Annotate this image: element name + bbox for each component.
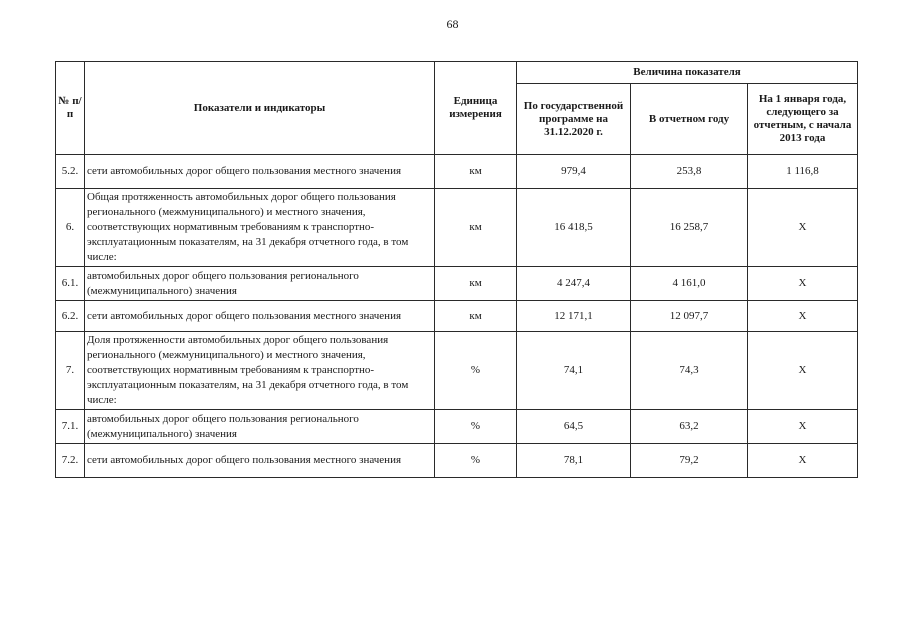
table-header [56,62,858,155]
table-row [56,189,858,267]
table-row [56,155,858,189]
row-program: 78,1 [517,444,631,478]
row-program: 979,4 [517,155,631,189]
header-unit: Единица измерения [435,62,517,155]
row-number: 6.2. [56,301,85,332]
row-jan1: X [748,410,858,444]
row-report: 16 258,7 [631,189,748,267]
row-unit: км [435,267,517,301]
header-group-value: Величина показателя [517,62,858,84]
row-name: Доля протяженности автомобильных дорог общего пользования регионального (межмуниципального) и местного значения, соответствующих нормативным требованиям к транспортно-эксплуатационным показателям, на 31 декабря отчетного года, в том числе: [85,332,435,410]
row-program: 16 418,5 [517,189,631,267]
row-number: 7. [56,332,85,410]
indicators-table [55,61,858,478]
header-report-year: В отчетном году [631,84,748,155]
row-jan1: X [748,189,858,267]
row-unit: км [435,155,517,189]
row-report: 63,2 [631,410,748,444]
row-jan1: X [748,444,858,478]
row-number: 7.2. [56,444,85,478]
header-indicator: Показатели и индикаторы [85,62,435,155]
row-number: 6. [56,189,85,267]
page-number: 68 [446,17,459,31]
table-row [56,410,858,444]
row-unit: км [435,301,517,332]
row-program: 74,1 [517,332,631,410]
row-unit: % [435,332,517,410]
row-name: сети автомобильных дорог общего пользования местного значения [85,301,435,332]
row-report: 4 161,0 [631,267,748,301]
header-number: № п/п [56,62,85,155]
row-jan1: X [748,267,858,301]
row-name: сети автомобильных дорог общего пользования местного значения [85,155,435,189]
row-number: 7.1. [56,410,85,444]
header-jan1: На 1 января года, следующего за отчетным, с начала 2013 года [748,84,858,155]
row-unit: % [435,410,517,444]
row-unit: км [435,189,517,267]
row-jan1: X [748,301,858,332]
table-row [56,301,858,332]
row-name: сети автомобильных дорог общего пользования местного значения [85,444,435,478]
row-report: 79,2 [631,444,748,478]
row-report: 74,3 [631,332,748,410]
row-jan1: X [748,332,858,410]
row-name: Общая протяженность автомобильных дорог общего пользования регионального (межмуниципального) и местного значения, соответствующих нормативным требованиям к транспортно-эксплуатационным показателям, на 31 декабря отчетного года, в том числе: [85,189,435,267]
row-number: 5.2. [56,155,85,189]
row-unit: % [435,444,517,478]
row-program: 12 171,1 [517,301,631,332]
table-row [56,332,858,410]
row-name: автомобильных дорог общего пользования регионального (межмуниципального) значения [85,267,435,301]
row-number: 6.1. [56,267,85,301]
row-name: автомобильных дорог общего пользования регионального (межмуниципального) значения [85,410,435,444]
table-row [56,267,858,301]
row-jan1: 1 116,8 [748,155,858,189]
row-report: 253,8 [631,155,748,189]
row-report: 12 097,7 [631,301,748,332]
table-row [56,444,858,478]
row-program: 4 247,4 [517,267,631,301]
table-body [56,155,858,478]
header-program: По государственной программе на 31.12.2020 г. [517,84,631,155]
row-program: 64,5 [517,410,631,444]
